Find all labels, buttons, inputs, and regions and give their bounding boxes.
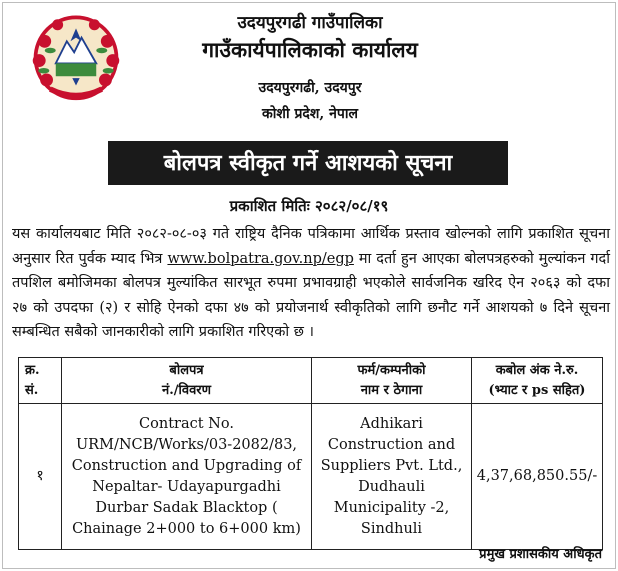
nepal-government-emblem-icon <box>30 10 122 102</box>
row-sn: १ <box>19 404 62 550</box>
published-date-line <box>0 196 618 216</box>
egp-link[interactable]: www.bolpatra.gov.np/egp <box>167 250 354 267</box>
row-amount: 4,37,68,850.55/- <box>472 404 603 550</box>
header-sn: क्र. सं. <box>19 358 62 404</box>
table-header-row <box>19 358 603 404</box>
header-bid: बोलपत्र नं./विवरण <box>62 358 312 404</box>
row-firm: Adhikari Construction and Suppliers Pvt. Ltd., Dudhauli Municipality -2, Sindhuli <box>312 404 472 550</box>
province-name: कोशी प्रदेश, नेपाल <box>262 106 358 122</box>
notice-body <box>12 222 610 345</box>
table-row <box>19 404 603 550</box>
bid-table <box>18 357 603 550</box>
municipality-name: उदयपुरगढी गाउँपालिका <box>237 13 383 33</box>
published-label: प्रकाशित मितिः <box>229 197 310 215</box>
body-text-part1: यस कार्यालयबाट मिति २०८२-०८-०३ गते राष्ट्रिय दैनिक पत्रिकामा आर्थिक प्रस्ताव खोल्नको लागि प्रकाशित सूचना अनुसार रित पुर्वक म्याद भित्र <box>12 226 610 267</box>
published-date: २०८२/०८/१९ <box>315 197 389 215</box>
header-amount: कबोल अंक ने.रु. (भ्याट र ps सहित) <box>472 358 603 404</box>
office-address: उदयपुरगढी, उदयपुर <box>258 80 362 96</box>
header-firm: फर्म/कम्पनीको नाम र ठेगाना <box>312 358 472 404</box>
office-name: गाउँकार्यपालिकाको कार्यालय <box>202 37 418 62</box>
row-description: Contract No. URM/NCB/Works/03-2082/83, Construction and Upgrading of Nepaltar- Udayapurgadhi Durbar Sadak Blacktop ( Chainage 2+000 to 6+000 km) <box>62 404 312 550</box>
body-text-part2: मा दर्ता हुन आएका बोलपत्रहरुको मुल्यांकन गर्दा तपशिल बमोजिमका बोलपत्र मुल्यांकित सारभूत रुपमा प्रभावग्राही भएकोले सार्वजनिक खरिद ऐन २०६३ को दफा २७ को उपदफा (२) र सोहि ऐनको दफा ४७ को प्रयोजनार्थ स्वीकृतिको लागि छनौट गर्ने आशयको ७ दिने सूचना सम्बन्धित सबैको जानकारीको लागि प्रकाशित गरिएको छ । <box>12 250 611 340</box>
signature-title: प्रमुख प्रशासकीय अधिकृत <box>479 547 602 562</box>
notice-title: बोलपत्र स्वीकृत गर्ने आशयको सूचना <box>108 141 508 185</box>
